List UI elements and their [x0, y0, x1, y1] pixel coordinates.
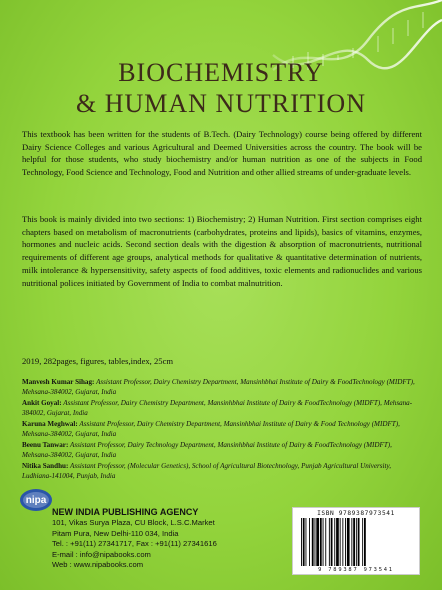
publisher-address-line-1: 101, Vikas Surya Plaza, CU Block, L.S.C.Market: [52, 518, 215, 527]
barcode-bar: [336, 518, 339, 566]
barcode-bar: [309, 518, 310, 566]
author-entry: [22, 378, 422, 397]
author-name: Nitika Sandhu:: [22, 462, 69, 470]
publication-details: 2019, 282pages, figures, tables,index, 25cm: [22, 356, 174, 366]
barcode-bar: [356, 518, 357, 566]
author-entry: [22, 399, 422, 418]
barcode-bar: [306, 518, 307, 566]
author-affiliation: Assistant Professor, Dairy Chemistry Department, Mansinhbhai Institute of Dairy & Food Technology (MIDFT), Mehsana-384002, Gujarat, India: [22, 420, 400, 438]
barcode-bar: [364, 518, 366, 566]
book-title-line-1: BIOCHEMISTRY: [118, 58, 324, 87]
isbn-barcode: [292, 507, 420, 575]
author-affiliation: Assistant Professor, (Molecular Genetics), School of Agricultural Biotechnology, Punjab Agricultural University, Ludhiana-141004, Punjab, India: [22, 462, 392, 480]
author-affiliation: Assistant Professor, Dairy Chemistry Department, Mansinhbhai Institute of Dairy & FoodTechnology (MIDFT), Mehsana-384002, Gujarat, India: [22, 378, 415, 396]
author-affiliation: Assistant Professor, Dairy Chemistry Department, Mansinhbhai Institute of Dairy & FoodTechnology (MIDFT), Mehsana-384002, Gujarat, India: [22, 399, 413, 417]
barcode-bar: [351, 518, 352, 566]
barcode-bar: [331, 518, 333, 566]
author-name: Beenu Tanwar:: [22, 441, 69, 449]
isbn-label: ISBN 9789387973541: [317, 510, 395, 517]
barcode-bar: [362, 518, 363, 566]
publisher-name: NEW INDIA PUBLISHING AGENCY: [52, 507, 199, 517]
barcode-bars: [301, 518, 413, 566]
barcode-bar: [334, 518, 335, 566]
barcode-bar: [315, 518, 316, 566]
isbn-digits: 9 789387 973541: [318, 567, 394, 573]
barcode-bar: [325, 518, 326, 566]
barcode-bar: [340, 518, 341, 566]
author-entry: [22, 462, 422, 481]
barcode-bar: [329, 518, 330, 566]
nipa-logo: [18, 484, 54, 514]
barcode-bar: [323, 518, 324, 566]
barcode-bar: [345, 518, 346, 566]
author-name: Karuna Meghwal:: [22, 420, 78, 428]
barcode-bar: [303, 518, 305, 566]
description-paragraph-1: This textbook has been written for the students of B.Tech. (Dairy Technology) course being offered by different Dairy Science Colleges and various Agricultural and Deemed Universities across the country. The book will be helpful for those students, who study biochemistry and/or human nutrition as one of the subjects in Food Technology, Food Science and Technology, Food and Nutrition and other allied streams of under-graduate levels.: [22, 129, 422, 178]
description-paragraph-2: This book is mainly divided into two sections: 1) Biochemistry; 2) Human Nutrition. First section comprises eight chapters based on metabolism of macronutrients (carbohydrates, proteins and lipids), basics of vitamins, enzymes, hormones and nucleic acids. Second section deals with the digestion & absorption of macronutrients, nutritional requirements of different age groups, analytical methods for qualitative & quantitative determination of nutrients, milk intolerance & hypersensitivity, safety aspects of food additives, toxic elements and radionuclides and various nutritional polices initiated by Government of India to combat malnutrition.: [22, 214, 422, 288]
barcode-bar: [353, 518, 355, 566]
barcode-bar: [312, 518, 314, 566]
author-entry: [22, 420, 422, 439]
publisher-block: [52, 506, 217, 571]
logo-text: nipa: [25, 495, 47, 506]
publisher-email: E-mail : info@nipabooks.com: [52, 549, 151, 559]
author-name: Ankit Goyal:: [22, 399, 62, 407]
publisher-address-line-2: Pitam Pura, New Delhi-110 034, India: [52, 528, 179, 538]
publisher-phone: Tel. : +91(11) 27341717, Fax : +91(11) 27341616: [52, 539, 217, 549]
publisher-website: Web : www.nipabooks.com: [52, 560, 144, 570]
barcode-bar: [301, 518, 302, 566]
barcode-bar: [316, 518, 319, 566]
author-entry: [22, 441, 422, 460]
barcode-bar: [347, 518, 350, 566]
barcode-bar: [358, 518, 360, 566]
barcode-bar: [320, 518, 322, 566]
book-title-line-2: & HUMAN NUTRITION: [76, 89, 366, 118]
author-affiliation: Assistant Professor, Dairy Technology Department, Mansinhbhai Institute of Dairy & FoodTechnology (MIDFT), Mehsana-384002, Gujarat, India: [22, 441, 392, 459]
author-name: Manvesh Kumar Sihag:: [22, 378, 95, 386]
barcode-bar: [342, 518, 343, 566]
